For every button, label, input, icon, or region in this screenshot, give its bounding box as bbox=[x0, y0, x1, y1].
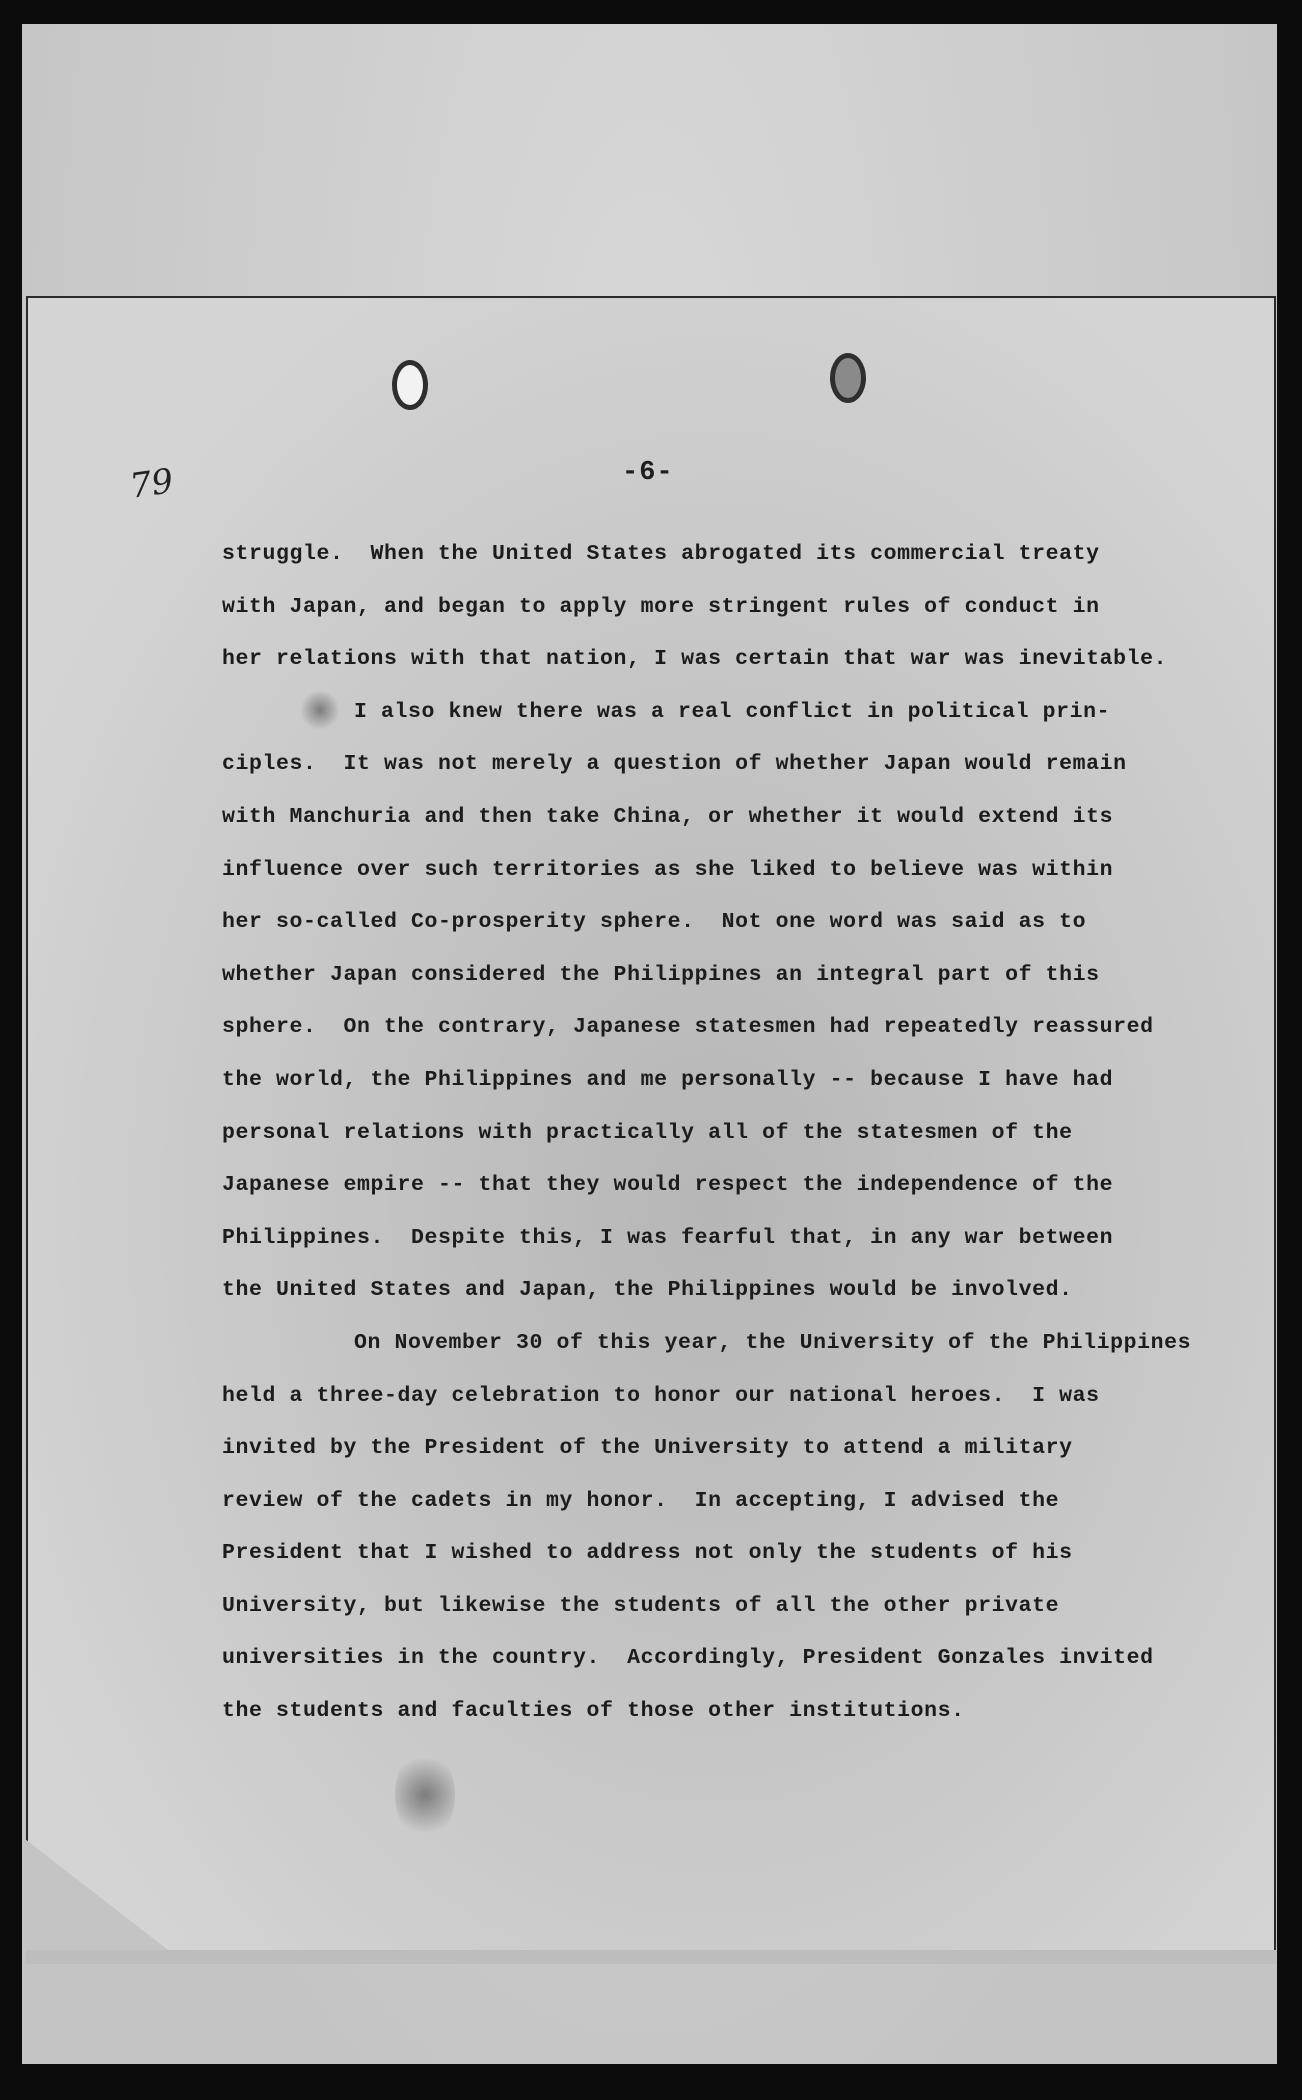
page-number: -6- bbox=[622, 458, 674, 488]
text-line: I also knew there was a real conflict in political prin- bbox=[354, 699, 1111, 724]
text-line: with Manchuria and then take China, or whether it would extend its bbox=[222, 804, 1114, 829]
text-line: the students and faculties of those other institutions. bbox=[222, 1699, 965, 1724]
text-line: her so-called Co-prosperity sphere. Not one word was said as to bbox=[222, 910, 1087, 935]
text-line: influence over such territories as she liked to believe was within bbox=[222, 857, 1114, 882]
text-line: with Japan, and began to apply more stringent rules of conduct in bbox=[222, 594, 1100, 619]
page-bottom-edge bbox=[26, 1950, 1276, 1964]
text-line: review of the cadets in my honor. In accepting, I advised the bbox=[222, 1488, 1060, 1513]
text-line: the United States and Japan, the Philippines would be involved. bbox=[222, 1278, 1073, 1303]
text-line: sphere. On the contrary, Japanese statesmen had repeatedly reassured bbox=[222, 1015, 1154, 1040]
punch-hole-right bbox=[830, 353, 866, 403]
text-line: Philippines. Despite this, I was fearful that, in any war between bbox=[222, 1225, 1114, 1250]
text-line: whether Japan considered the Philippines an integral part of this bbox=[222, 962, 1100, 987]
text-line: President that I wished to address not only the students of his bbox=[222, 1541, 1073, 1566]
text-line: universities in the country. Accordingly, President Gonzales invited bbox=[222, 1646, 1154, 1671]
ink-smudge bbox=[395, 1750, 455, 1840]
text-line: ciples. It was not merely a question of whether Japan would remain bbox=[222, 752, 1127, 777]
text-line: her relations with that nation, I was certain that war was inevitable. bbox=[222, 647, 1168, 672]
text-line: On November 30 of this year, the University of the Philippines bbox=[354, 1330, 1192, 1355]
text-line: struggle. When the United States abrogated its commercial treaty bbox=[222, 542, 1100, 566]
text-line: held a three-day celebration to honor our national heroes. I was bbox=[222, 1383, 1100, 1408]
text-line: Japanese empire -- that they would respect the independence of the bbox=[222, 1173, 1114, 1198]
body-text bbox=[222, 528, 1192, 1738]
handwritten-page-note: 79 bbox=[127, 461, 176, 507]
punch-hole-left bbox=[392, 360, 428, 410]
text-line: invited by the President of the University to attend a military bbox=[222, 1436, 1073, 1461]
text-line: the world, the Philippines and me personally -- because I have had bbox=[222, 1067, 1114, 1092]
text-line: personal relations with practically all of the statesmen of the bbox=[222, 1120, 1073, 1145]
text-line: University, but likewise the students of all the other private bbox=[222, 1593, 1060, 1618]
